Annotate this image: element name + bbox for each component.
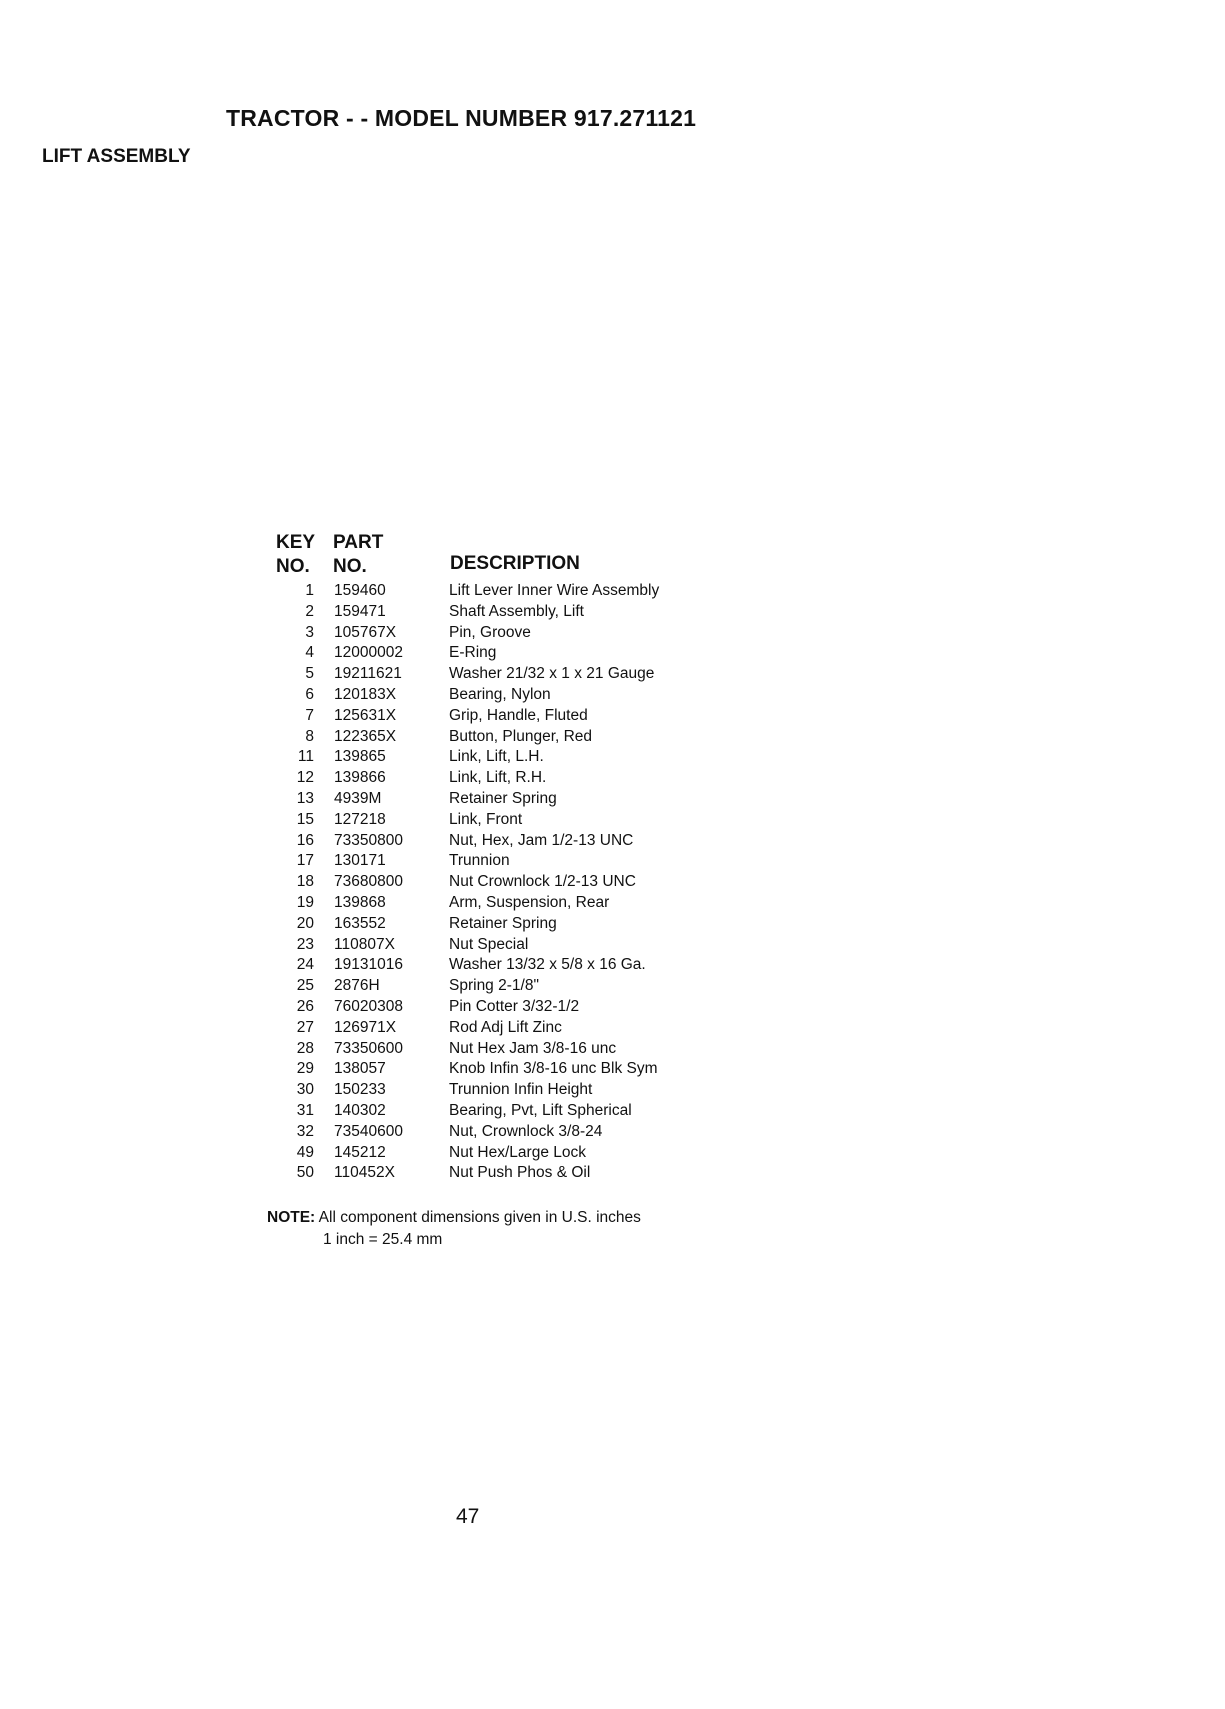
part-description: Retainer Spring <box>449 914 557 932</box>
part-number: 120183X <box>334 685 397 703</box>
table-row <box>0 1164 1225 1185</box>
key-number: 27 <box>296 1018 314 1036</box>
part-number: 73680800 <box>334 873 403 891</box>
key-number: 50 <box>296 1164 314 1182</box>
table-row <box>0 1102 1225 1123</box>
part-number: 2876H <box>334 977 380 995</box>
table-row <box>0 1081 1225 1102</box>
key-number: 20 <box>296 914 314 932</box>
key-number: 13 <box>296 789 314 807</box>
part-description: Bearing, Nylon <box>449 685 551 703</box>
key-number: 5 <box>305 665 314 683</box>
table-row <box>0 1040 1225 1061</box>
table-row <box>0 624 1225 645</box>
part-description: Nut Hex Jam 3/8-16 unc <box>449 1039 617 1057</box>
part-number: 76020308 <box>334 997 403 1015</box>
part-description: Washer 21/32 x 1 x 21 Gauge <box>449 665 655 683</box>
table-row <box>0 832 1225 853</box>
key-number: 8 <box>305 727 314 745</box>
part-description: Shaft Assembly, Lift <box>449 602 584 620</box>
part-number: 139868 <box>334 893 386 911</box>
part-description: Spring 2-1/8" <box>449 977 539 995</box>
key-number: 32 <box>296 1122 314 1140</box>
table-row <box>0 644 1225 665</box>
key-no-header-line2: NO. <box>276 556 310 577</box>
part-description: Nut Special <box>449 935 529 953</box>
table-row <box>0 1060 1225 1081</box>
key-number: 6 <box>305 685 314 703</box>
table-row <box>0 894 1225 915</box>
table-row <box>0 790 1225 811</box>
key-number: 11 <box>297 748 314 766</box>
part-description: Washer 13/32 x 5/8 x 16 Ga. <box>449 956 646 974</box>
part-number: 163552 <box>334 914 386 932</box>
part-description: Link, Lift, R.H. <box>449 769 547 787</box>
key-number: 4 <box>305 644 314 662</box>
page-number: 47 <box>456 1505 480 1528</box>
table-row <box>0 998 1225 1019</box>
description-header: DESCRIPTION <box>450 553 580 574</box>
part-no-header-line1: PART <box>333 532 384 553</box>
key-number: 3 <box>305 623 314 641</box>
part-description: Nut, Crownlock 3/8-24 <box>449 1122 603 1140</box>
part-number: 150233 <box>334 1081 386 1099</box>
table-row <box>0 873 1225 894</box>
key-number: 19 <box>296 893 314 911</box>
part-description: Grip, Handle, Fluted <box>449 706 588 724</box>
part-number: 19211621 <box>334 665 402 683</box>
part-number: 12000002 <box>334 644 403 662</box>
note-text: All component dimensions given in U.S. inches <box>318 1209 641 1226</box>
key-number: 25 <box>296 977 314 995</box>
table-row <box>0 1123 1225 1144</box>
key-number: 26 <box>296 997 314 1015</box>
key-number: 17 <box>296 852 314 870</box>
part-description: Link, Lift, L.H. <box>449 748 544 766</box>
part-description: Link, Front <box>449 810 523 828</box>
part-number: 19131016 <box>334 956 403 974</box>
key-number: 18 <box>296 873 314 891</box>
part-number: 139866 <box>334 769 386 787</box>
part-description: Knob Infin 3/8-16 unc Blk Sym <box>449 1060 658 1078</box>
part-description: Trunnion <box>449 852 510 870</box>
part-number: 122365X <box>334 727 397 745</box>
key-number: 1 <box>305 582 314 599</box>
key-number: 12 <box>296 769 314 787</box>
key-number: 28 <box>296 1039 314 1057</box>
part-description: Bearing, Pvt, Lift Spherical <box>449 1101 632 1119</box>
part-description: Retainer Spring <box>449 789 557 807</box>
key-number: 31 <box>296 1101 314 1119</box>
note-line2: 1 inch = 25.4 mm <box>323 1231 443 1248</box>
table-row <box>0 769 1225 790</box>
table-row <box>0 686 1225 707</box>
table-row <box>0 707 1225 728</box>
key-number: 23 <box>296 935 314 953</box>
part-number: 73350600 <box>334 1039 403 1057</box>
key-number: 7 <box>305 706 314 724</box>
part-description: Arm, Suspension, Rear <box>449 893 610 911</box>
part-description: Pin, Groove <box>449 623 531 641</box>
part-number: 127218 <box>334 810 386 828</box>
part-number: 126971X <box>334 1018 397 1036</box>
part-number: 125631X <box>334 706 397 724</box>
part-description: Nut Push Phos & Oil <box>449 1164 591 1182</box>
table-row <box>0 1019 1225 1040</box>
table-row <box>0 1144 1225 1165</box>
part-no-header-line2: NO. <box>333 556 367 577</box>
table-row <box>0 811 1225 832</box>
table-row <box>0 728 1225 749</box>
part-number: 130171 <box>334 852 386 870</box>
part-number: 4939M <box>334 789 382 807</box>
table-row <box>0 748 1225 769</box>
part-number: 73540600 <box>334 1122 403 1140</box>
part-description: Nut Crownlock 1/2-13 UNC <box>449 873 636 891</box>
part-description: Pin Cotter 3/32-1/2 <box>449 997 580 1015</box>
section-title: LIFT ASSEMBLY <box>42 146 191 167</box>
part-number: 159471 <box>334 602 386 620</box>
key-number: 2 <box>305 602 314 620</box>
part-number: 159460 <box>334 582 386 599</box>
key-number: 30 <box>296 1081 314 1099</box>
note-line1 <box>267 1209 641 1227</box>
table-row <box>0 582 1225 603</box>
key-number: 24 <box>296 956 314 974</box>
table-row <box>0 852 1225 873</box>
key-number: 16 <box>296 831 314 849</box>
part-number: 145212 <box>334 1143 386 1161</box>
page-title: TRACTOR - - MODEL NUMBER 917.271121 <box>226 105 697 131</box>
part-number: 73350800 <box>334 831 403 849</box>
note-label: NOTE: <box>267 1209 316 1226</box>
part-number: 110807X <box>334 935 395 953</box>
part-number: 110452X <box>334 1164 395 1182</box>
table-row <box>0 665 1225 686</box>
part-description: E-Ring <box>449 644 497 662</box>
parts-list <box>0 582 1225 1185</box>
key-number: 29 <box>296 1060 314 1078</box>
part-description: Nut, Hex, Jam 1/2-13 UNC <box>449 831 634 849</box>
table-row <box>0 977 1225 998</box>
part-description: Lift Lever Inner Wire Assembly <box>449 582 660 599</box>
key-no-header-line1: KEY <box>276 532 316 553</box>
key-number: 49 <box>296 1143 314 1161</box>
part-number: 140302 <box>334 1101 386 1119</box>
part-description: Trunnion Infin Height <box>449 1081 593 1099</box>
table-row <box>0 956 1225 977</box>
part-number: 105767X <box>334 623 397 641</box>
part-number: 139865 <box>334 748 386 766</box>
table-row <box>0 915 1225 936</box>
part-description: Button, Plunger, Red <box>449 727 593 745</box>
table-row <box>0 936 1225 957</box>
key-number: 15 <box>296 810 314 828</box>
part-description: Rod Adj Lift Zinc <box>449 1018 562 1036</box>
part-description: Nut Hex/Large Lock <box>449 1143 586 1161</box>
part-number: 138057 <box>334 1060 386 1078</box>
table-row <box>0 603 1225 624</box>
